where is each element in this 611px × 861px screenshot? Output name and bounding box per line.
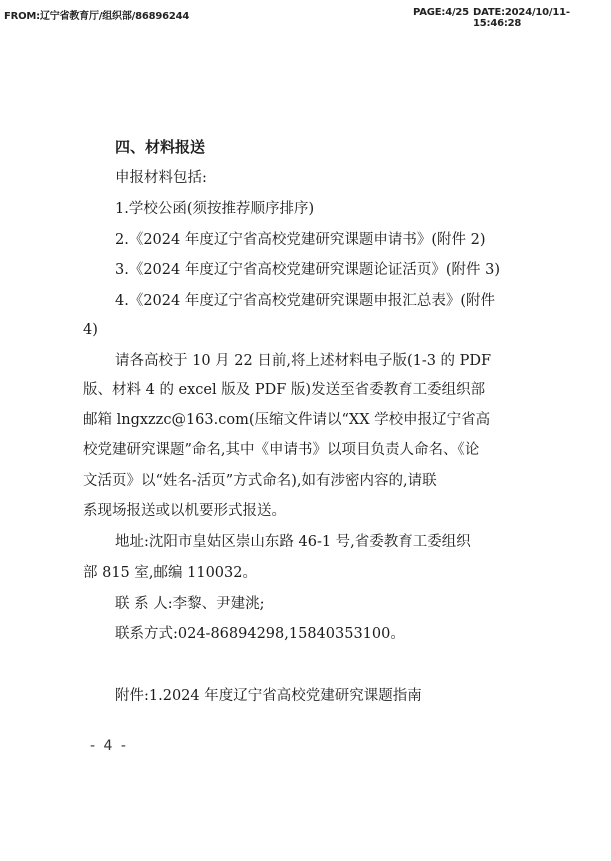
- contact-person: 联 系 人:李黎、尹建洮;: [115, 596, 265, 612]
- fax-from: FROM:辽宁省教育厅/组织部/86896244: [4, 11, 190, 22]
- fax-date: DATE:2024/10/11-15:46:28: [473, 7, 570, 29]
- paragraph-line: 邮箱 lngxzzc@163.com(压缩文件请以“XX 学校申报辽宁省高: [83, 412, 491, 428]
- paragraph-line: 文活页》以“姓名-活页”方式命名),如有涉密内容的,请联: [83, 473, 437, 489]
- page-footer-number: - 4 -: [90, 738, 128, 754]
- paragraph-line: 请各高校于 10 月 22 日前,将上述材料电子版(1-3 的 PDF: [115, 353, 492, 369]
- fax-header: [4, 7, 601, 29]
- materials-intro: 申报材料包括:: [115, 170, 207, 186]
- address-line: 部 815 室,邮编 110032。: [83, 565, 257, 581]
- list-item: 4.《2024 年度辽宁省高校党建研究课题申报汇总表》(附件: [115, 293, 495, 309]
- paragraph-line: 校党建研究课题”命名,其中《申请书》以项目负责人命名、《论: [83, 442, 480, 458]
- list-item-continued: 4): [83, 322, 98, 338]
- section-heading: 四、材料报送: [115, 138, 206, 156]
- list-item: 1.学校公函(须按推荐顺序排序): [115, 201, 315, 217]
- paragraph-line: 系现场报送或以机要形式报送。: [83, 503, 286, 519]
- list-item: 2.《2024 年度辽宁省高校党建研究课题申请书》(附件 2): [115, 232, 486, 248]
- paragraph-line: 版、材料 4 的 excel 版及 PDF 版)发送至省委教育工委组织部: [83, 382, 486, 398]
- fax-page-number: PAGE:4/25: [413, 7, 469, 18]
- list-item: 3.《2024 年度辽宁省高校党建研究课题论证活页》(附件 3): [115, 262, 500, 278]
- contact-phone: 联系方式:024-86894298,15840353100。: [115, 626, 405, 642]
- address-line: 地址:沈阳市皇姑区崇山东路 46-1 号,省委教育工委组织: [115, 534, 471, 550]
- attachment-line: 附件:1.2024 年度辽宁省高校党建研究课题指南: [115, 688, 422, 704]
